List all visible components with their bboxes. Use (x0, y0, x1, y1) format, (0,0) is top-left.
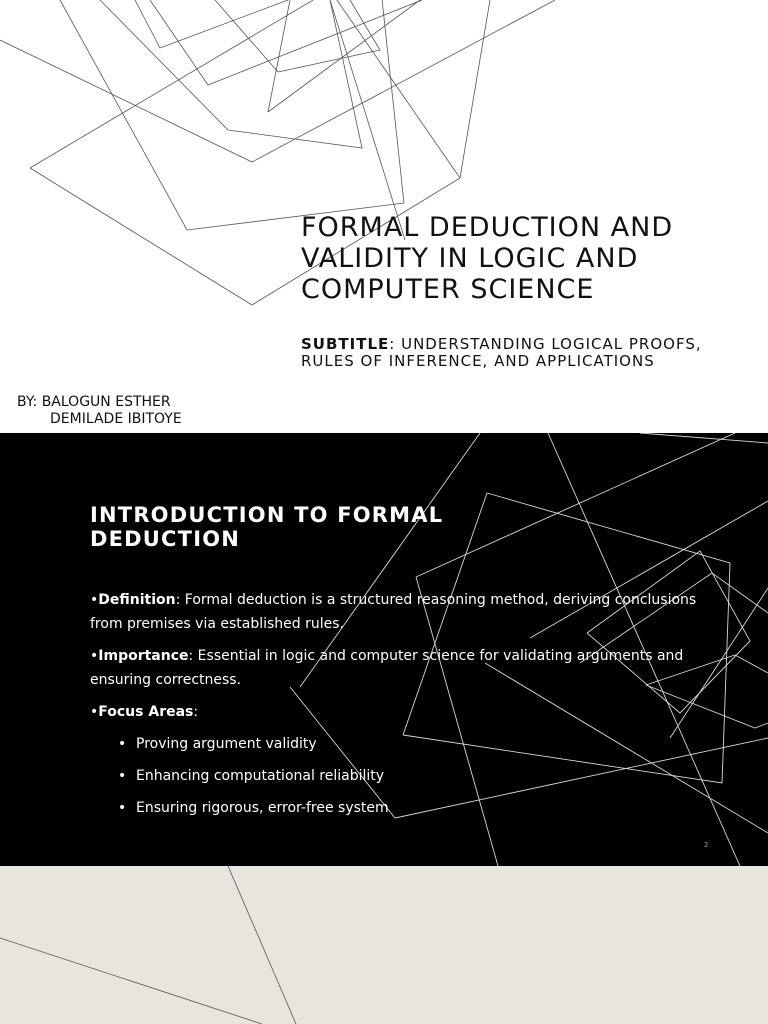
deco-line (100, 0, 362, 148)
deco-line (0, 938, 262, 1024)
deco-line (460, 0, 490, 178)
presentation-title: FORMAL DEDUCTION AND VALIDITY IN LOGIC AND COMPUTER SCIENCE (301, 212, 674, 305)
list-item: • Ensuring rigorous, error-free system (118, 796, 730, 820)
title-slide (0, 0, 768, 433)
bullet-focus-areas: •Focus Areas: (90, 704, 199, 720)
slide-body (90, 588, 730, 828)
deco-line (60, 0, 404, 230)
list-item: • Proving argument validity (118, 732, 730, 756)
deco-line (330, 0, 405, 240)
bullet-text: : Formal deduction is a structured reasoning method, deriving conclusions from premises via established rules. (90, 592, 697, 632)
bullet-definition: •Definition: Formal deduction is a structured reasoning method, deriving conclusions from premises via established rules. (90, 592, 697, 632)
deco-line (215, 0, 278, 72)
deco-line (268, 0, 420, 112)
deco-line (135, 0, 288, 48)
page-number: 2 (704, 841, 709, 849)
author-line-2: DEMILADE IBITOYE (50, 411, 182, 427)
list-item: • Enhancing computational reliability (118, 764, 730, 788)
decorative-line-art (0, 866, 768, 1024)
bullet-label: Definition (98, 592, 176, 608)
deco-line (268, 0, 290, 112)
bullet-importance: •Importance: Essential in logic and computer science for validating arguments and ensuring correctness. (90, 648, 684, 688)
slide-title: INTRODUCTION TO FORMAL DEDUCTION (90, 503, 444, 551)
subtitle-label: SUBTITLE (301, 335, 390, 353)
bullet-label: Focus Areas (98, 704, 194, 720)
bullet-text: : (193, 704, 199, 720)
bullet-text: : Essential in logic and computer science for validating arguments and ensuring correctness. (90, 648, 684, 688)
subtitle-text: : UNDERSTANDING LOGICAL PROOFS, RULES OF INFERENCE, AND APPLICATIONS (301, 335, 702, 370)
deco-line (0, 0, 555, 162)
bullet-label: Importance (98, 648, 189, 664)
deco-line (228, 866, 296, 1024)
deco-line (278, 0, 380, 72)
author-byline (17, 394, 182, 428)
author-line-1: BY: BALOGUN ESTHER (17, 394, 171, 410)
next-slide-partial (0, 866, 768, 1024)
intro-slide (0, 433, 768, 866)
deco-line (640, 433, 768, 443)
presentation-subtitle (301, 336, 751, 370)
focus-areas-list (90, 732, 730, 820)
